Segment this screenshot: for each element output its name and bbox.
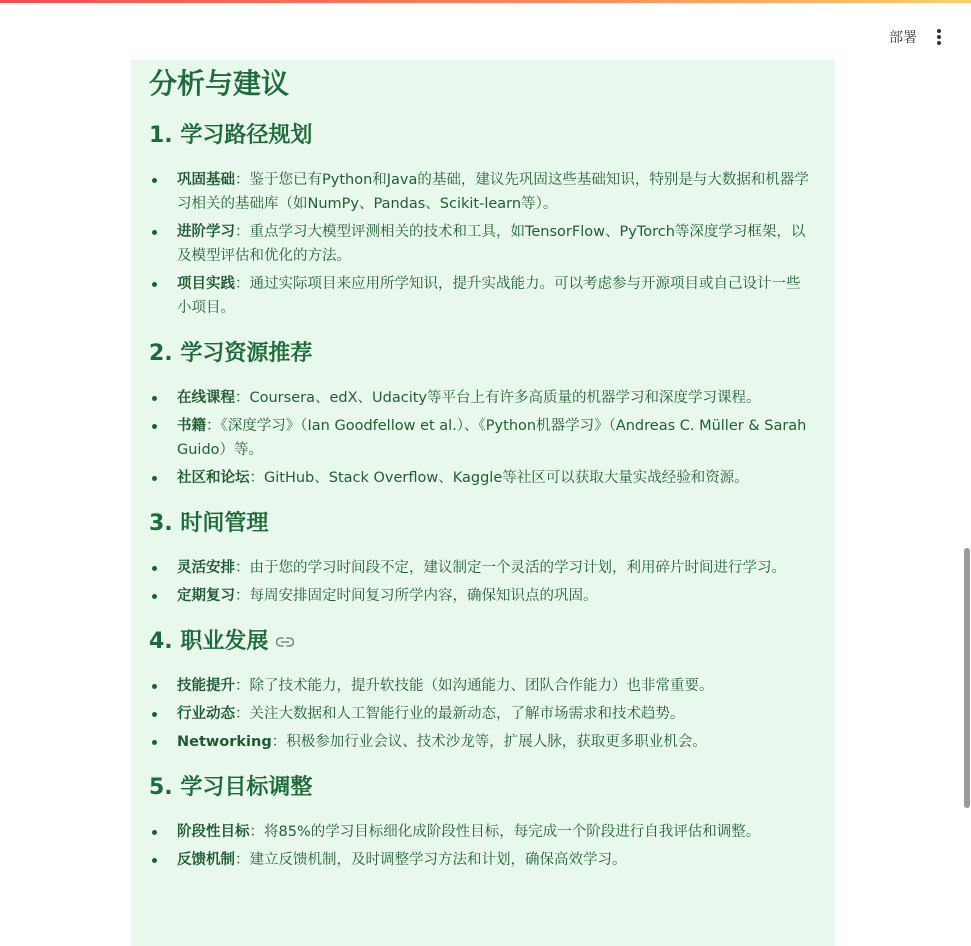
item-text: ：建立反馈机制，及时调整学习方法和计划，确保高效学习。 <box>235 852 627 868</box>
section-list-4 <box>149 674 817 754</box>
item-text: ：Coursera、edX、Udacity等平台上有许多高质量的机器学习和深度学习课程。 <box>235 390 761 406</box>
item-text: ：重点学习大模型评测相关的技术和工具，如TensorFlow、PyTorch等深度学习框架，以及模型评估和优化的方法。 <box>177 224 806 264</box>
list-item <box>177 702 817 726</box>
item-text: ：通过实际项目来应用所学知识，提升实战能力。可以考虑参与开源项目或自己设计一些小项目。 <box>177 276 801 316</box>
list-item <box>177 272 817 320</box>
item-text: ：积极参加行业会议、技术沙龙等，扩展人脉，获取更多职业机会。 <box>271 734 707 750</box>
list-item <box>177 556 817 580</box>
scrollbar-track[interactable] <box>963 0 971 946</box>
item-label: 项目实践 <box>177 276 235 292</box>
list-item <box>177 414 817 462</box>
section-list-1 <box>149 168 817 320</box>
item-text: ：每周安排固定时间复习所学内容，确保知识点的巩固。 <box>235 588 598 604</box>
item-text: ：由于您的学习时间段不定，建议制定一个灵活的学习计划，利用碎片时间进行学习。 <box>235 560 786 576</box>
section-title-1: 1. 学习路径规划 <box>149 123 313 148</box>
item-text: ：《深度学习》（Ian Goodfellow et al.）、《Python机器学习》（Andreas C. Müller & Sarah Guido）等。 <box>177 418 807 458</box>
item-text: ：关注大数据和人工智能行业的最新动态，了解市场需求和技术趋势。 <box>235 706 685 722</box>
section-title-4-text: 4. 职业发展 <box>149 629 269 654</box>
item-text: ：GitHub、Stack Overflow、Kaggle等社区可以获取大量实战经验和资源。 <box>249 470 749 486</box>
page-title: 分析与建议 <box>149 67 290 100</box>
section-list-3 <box>149 556 817 608</box>
section-list-5 <box>149 820 817 872</box>
deploy-button[interactable]: 部署 <box>889 30 917 46</box>
header-actions <box>889 25 941 49</box>
section-title-4 <box>149 626 817 658</box>
item-text: ：鉴于您已有Python和Java的基础，建议先巩固这些基础知识，特别是与大数据和机器学习相关的基础库（如NumPy、Pandas、Scikit-learn等）。 <box>177 172 809 212</box>
list-item <box>177 730 817 754</box>
item-text: ：将85%的学习目标细化成阶段性目标，每完成一个阶段进行自我评估和调整。 <box>249 824 761 840</box>
section-title-2: 2. 学习资源推荐 <box>149 341 313 366</box>
content-card <box>131 60 835 946</box>
list-item <box>177 848 817 872</box>
item-label: 在线课程 <box>177 390 235 406</box>
item-label: 进阶学习 <box>177 224 235 240</box>
list-item <box>177 168 817 216</box>
item-label: 书籍 <box>177 418 206 434</box>
item-label: 定期复习 <box>177 588 235 604</box>
item-label: 灵活安排 <box>177 560 235 576</box>
top-decoration-bar <box>0 0 971 3</box>
list-item <box>177 466 817 490</box>
section-list-2 <box>149 386 817 490</box>
item-text: ：除了技术能力，提升软技能（如沟通能力、团队合作能力）也非常重要。 <box>235 678 714 694</box>
list-item <box>177 220 817 268</box>
list-item <box>177 820 817 844</box>
list-item <box>177 674 817 698</box>
item-label: 技能提升 <box>177 678 235 694</box>
more-vert-icon[interactable] <box>937 29 941 45</box>
link-icon[interactable] <box>276 635 296 649</box>
item-label: 阶段性目标 <box>177 824 250 840</box>
list-item <box>177 386 817 410</box>
item-label: 反馈机制 <box>177 852 235 868</box>
scrollbar-thumb[interactable] <box>964 548 970 808</box>
list-item <box>177 584 817 608</box>
section-title-5: 5. 学习目标调整 <box>149 775 313 800</box>
item-label: 社区和论坛 <box>177 470 250 486</box>
item-label: 巩固基础 <box>177 172 235 188</box>
section-title-3: 3. 时间管理 <box>149 511 269 536</box>
item-label: Networking <box>177 734 272 750</box>
item-label: 行业动态 <box>177 706 235 722</box>
